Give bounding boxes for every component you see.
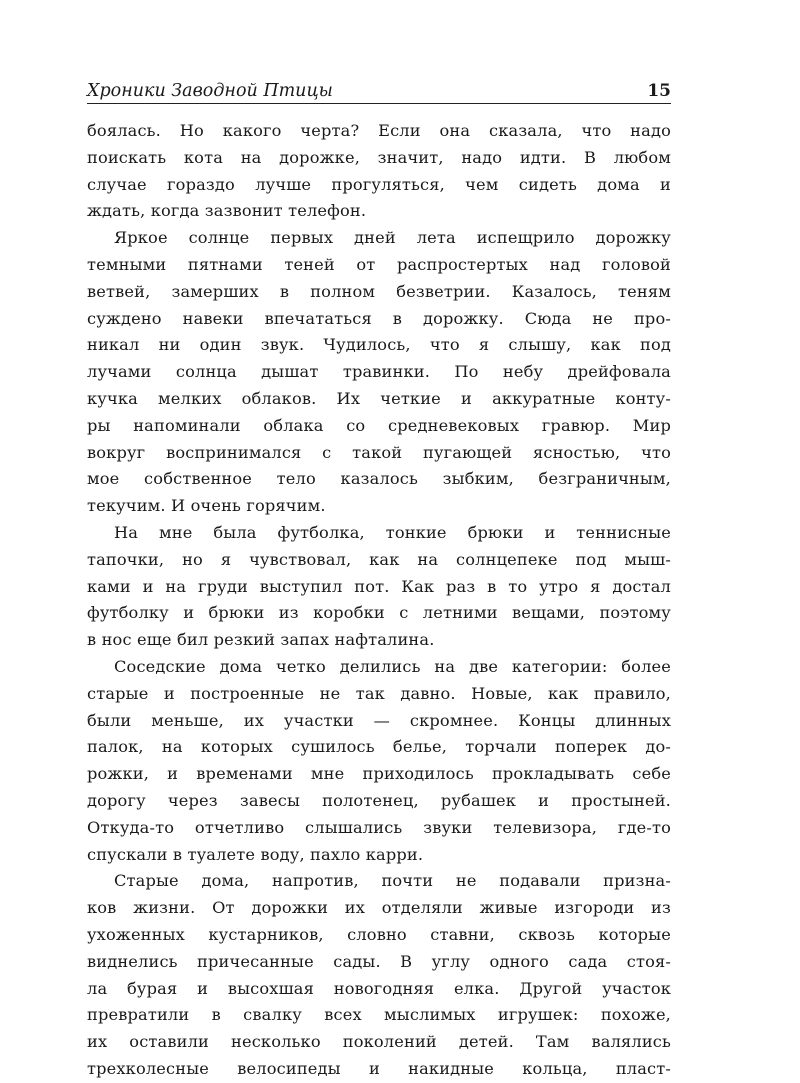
text-line: ками и на груди выступил пот. Как раз в то утро я достал	[87, 576, 671, 596]
text-line: были меньше, их участки — скромнее. Концы длинных	[87, 710, 671, 730]
text-line: дорогу через завесы полотенец, рубашек и простыней.	[87, 790, 671, 810]
text-line: тапочки, но я чувствовал, как на солнцепеке под мыш-	[87, 549, 671, 569]
paragraph	[87, 118, 671, 225]
text-line: Соседские дома четко делились на две категории: более	[114, 656, 671, 676]
text-line: трехколесные велосипеды и накидные кольца, пласт-	[87, 1058, 671, 1078]
text-line: вокруг воспринимался с такой пугающей ясностью, что	[87, 442, 671, 462]
text-line: никал ни один звук. Чудилось, что я слышу, как под	[87, 335, 671, 355]
text-line: Откуда-то отчетливо слышались звуки телевизора, где-то	[87, 817, 671, 837]
text-line: футболку и брюки из коробки с летними вещами, поэтому	[87, 603, 671, 623]
text-line: лучами солнца дышат травинки. По небу дрейфовала	[87, 362, 671, 382]
text-line: рожки, и временами мне приходилось прокладывать себе	[87, 764, 671, 784]
text-line: мое собственное тело казалось зыбким, безграничным,	[87, 469, 671, 489]
text-line: превратили в свалку всех мыслимых игрушек: похоже,	[87, 1005, 671, 1025]
text-line: поискать кота на дорожке, значит, надо идти. В любом	[87, 147, 671, 167]
book-title: Хроники Заводной Птицы	[87, 81, 333, 101]
text-line: ухоженных кустарников, словно ставни, сквозь которые	[87, 924, 671, 944]
text-line: кучка мелких облаков. Их четкие и аккуратные конту-	[87, 388, 671, 408]
text-line: Яркое солнце первых дней лета испещрило дорожку	[114, 228, 671, 248]
body-text	[87, 118, 671, 1083]
text-line: виднелись причесанные сады. В углу одного сада стоя-	[87, 951, 671, 971]
page-number: 15	[647, 81, 671, 101]
running-header	[87, 79, 671, 104]
text-line: ры напоминали облака со средневековых гравюр. Мир	[87, 415, 671, 435]
text-line: старые и построенные не так давно. Новые, как правило,	[87, 683, 671, 703]
text-line: их оставили несколько поколений детей. Там валялись	[87, 1032, 671, 1052]
paragraph	[87, 520, 671, 654]
text-line: На мне была футболка, тонкие брюки и теннисные	[114, 522, 671, 542]
text-line: палок, на которых сушилось белье, торчали поперек до-	[87, 737, 671, 757]
text-line: текучим. И очень горячим.	[87, 496, 326, 516]
text-line: боялась. Но какого черта? Если она сказала, что надо	[87, 121, 671, 140]
paragraph	[87, 654, 671, 868]
text-line: Старые дома, напротив, почти не подавали призна-	[114, 871, 671, 891]
text-line: ждать, когда зазвонит телефон.	[87, 201, 367, 221]
text-line: темными пятнами теней от распростертых над головой	[87, 254, 671, 274]
text-line: ла бурая и высохшая новогодняя елка. Другой участок	[87, 978, 671, 998]
paragraph	[87, 225, 671, 520]
text-line: суждено навеки впечататься в дорожку. Сюда не про-	[87, 308, 671, 328]
text-line: ветвей, замерших в полном безветрии. Казалось, теням	[87, 281, 671, 301]
text-line: спускали в туалете воду, пахло карри.	[87, 844, 424, 864]
text-line: случае гораздо лучше прогуляться, чем сидеть дома и	[87, 174, 671, 194]
paragraph	[87, 868, 671, 1082]
text-line: ков жизни. От дорожки их отделяли живые изгороди из	[87, 898, 671, 918]
text-line: в нос еще бил резкий запах нафталина.	[87, 630, 435, 650]
